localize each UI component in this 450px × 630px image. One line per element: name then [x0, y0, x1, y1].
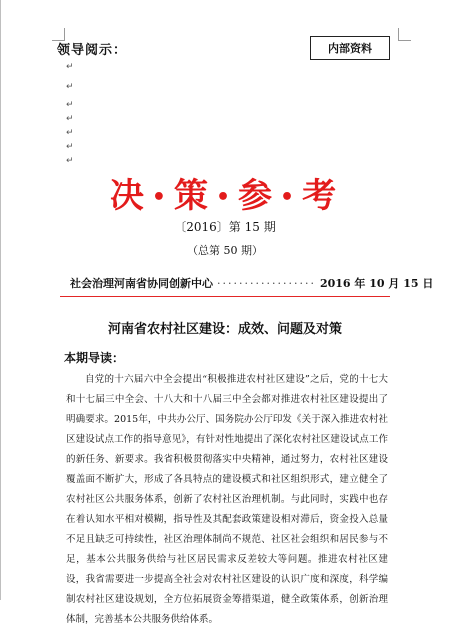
paragraph-mark: ↵: [66, 128, 74, 138]
paragraph-mark: ↵: [66, 62, 74, 72]
intro-paragraph: 自党的十六届六中全会提出“积极推进农村社区建设”之后，党的十七大和十七届三中全会、十八大和十八届三中全会都对推进农村社区建设提出了明确要求。2015年，中共办公厅、国务院办公厅印发《关于深入推进农村社区建设试点工作的指导意见》，有针对性地提出了深化农村社区建设试点工作的新任务、新要求。我省积极贯彻落实中央精神，通过努力，农村社区建设覆盖面不断扩大，形成了各具特点的建设模式和社区组织形式，建立健全了农村社区公共服务体系，创新了农村社区治理机制。与此同时，实践中也存在着认知水平相对模糊，指导性及其配套政策建设相对滞后，资金投入总量不足且缺乏可持续性，社区治理体制尚不规范、社区社会组织和居民参与不足，基本公共服务供给与社区居民需求反差较大等问题。推进农村社区建设，我省需要进一步提高全社会对农村社区建设的认识广度和深度，科学编制农村社区建设规划，全方位拓展资金筹措渠道，健全政策体系，创新治理体制，完善基本公共服务供给体系。: [66, 374, 388, 625]
masthead-dot: •: [215, 185, 235, 210]
confidential-stamp: 内部资料: [310, 36, 390, 60]
publish-date: 2016 年 10 月 15 日: [319, 277, 434, 290]
intro-label: 本期导读：: [64, 351, 125, 365]
crop-mark-top-right: [398, 28, 411, 41]
masthead-char: 决: [109, 176, 148, 216]
leader-dots: ··················: [217, 277, 316, 290]
red-divider: [60, 296, 390, 297]
issue-number: 〔2016〕第 15 期: [174, 220, 276, 234]
publisher-line: [70, 275, 434, 291]
paragraph-mark: ↵: [66, 156, 74, 166]
paragraph-mark: ↵: [66, 82, 74, 92]
masthead-title: [0, 168, 450, 217]
masthead-char: 参: [238, 176, 277, 216]
paragraph-mark: ↵: [66, 114, 74, 124]
paragraph-mark: ↵: [66, 100, 74, 110]
page-edge: [0, 0, 1, 600]
total-issue-number: （总第 50 期）: [187, 244, 263, 257]
organization-name: 社会治理河南省协同创新中心: [70, 277, 213, 290]
masthead-char: 考: [302, 176, 341, 216]
masthead-dot: •: [151, 185, 170, 210]
leader-review-label: 领导阅示：: [57, 43, 128, 58]
paragraph-mark: ↵: [66, 142, 74, 152]
masthead-char: 策: [173, 176, 212, 216]
masthead-dot: •: [280, 185, 299, 210]
article-headline: 河南省农村社区建设：成效、问题及对策: [107, 322, 342, 337]
